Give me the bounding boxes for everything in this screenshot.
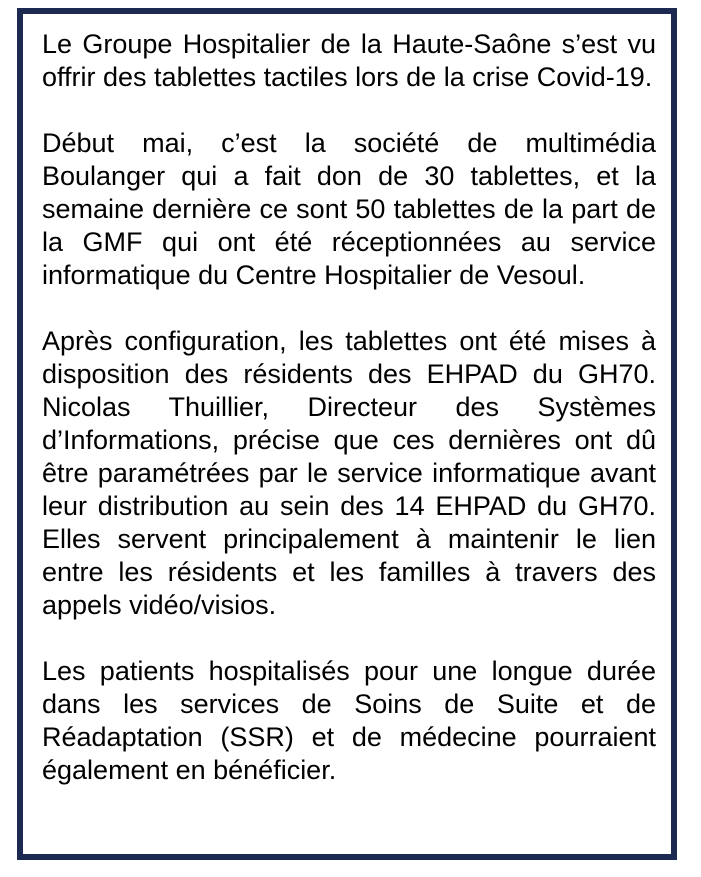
article-body bbox=[42, 28, 656, 787]
paragraph-intro: Le Groupe Hospitalier de la Haute-Saône s’est vu offrir des tablettes tactiles lors de la crise Covid-19. bbox=[42, 29, 656, 92]
paragraph-patients: Les patients hospitalisés pour une longue durée dans les services de Soins de Suite et de Réadaptation (SSR) et de médecine pourraient également en bénéficier. bbox=[42, 656, 656, 785]
paragraph-configuration: Après configuration, les tablettes ont été mises à disposition des résidents des EHPAD du GH70. Nicolas Thuillier, Directeur des Systèmes d’Informations, précise que ces dernières ont dû être paramétrées par le service informatique avant leur distribution au sein des 14 EHPAD du GH70. Elles servent principalement à maintenir le lien entre les résidents et les familles à travers des appels vidéo/visios. bbox=[42, 326, 656, 620]
paragraph-donations: Début mai, c’est la société de multimédia Boulanger qui a fait don de 30 tablettes, et la semaine dernière ce sont 50 tablettes de la part de la GMF qui ont été réceptionnées au service informatique du Centre Hospitalier de Vesoul. bbox=[42, 128, 656, 290]
